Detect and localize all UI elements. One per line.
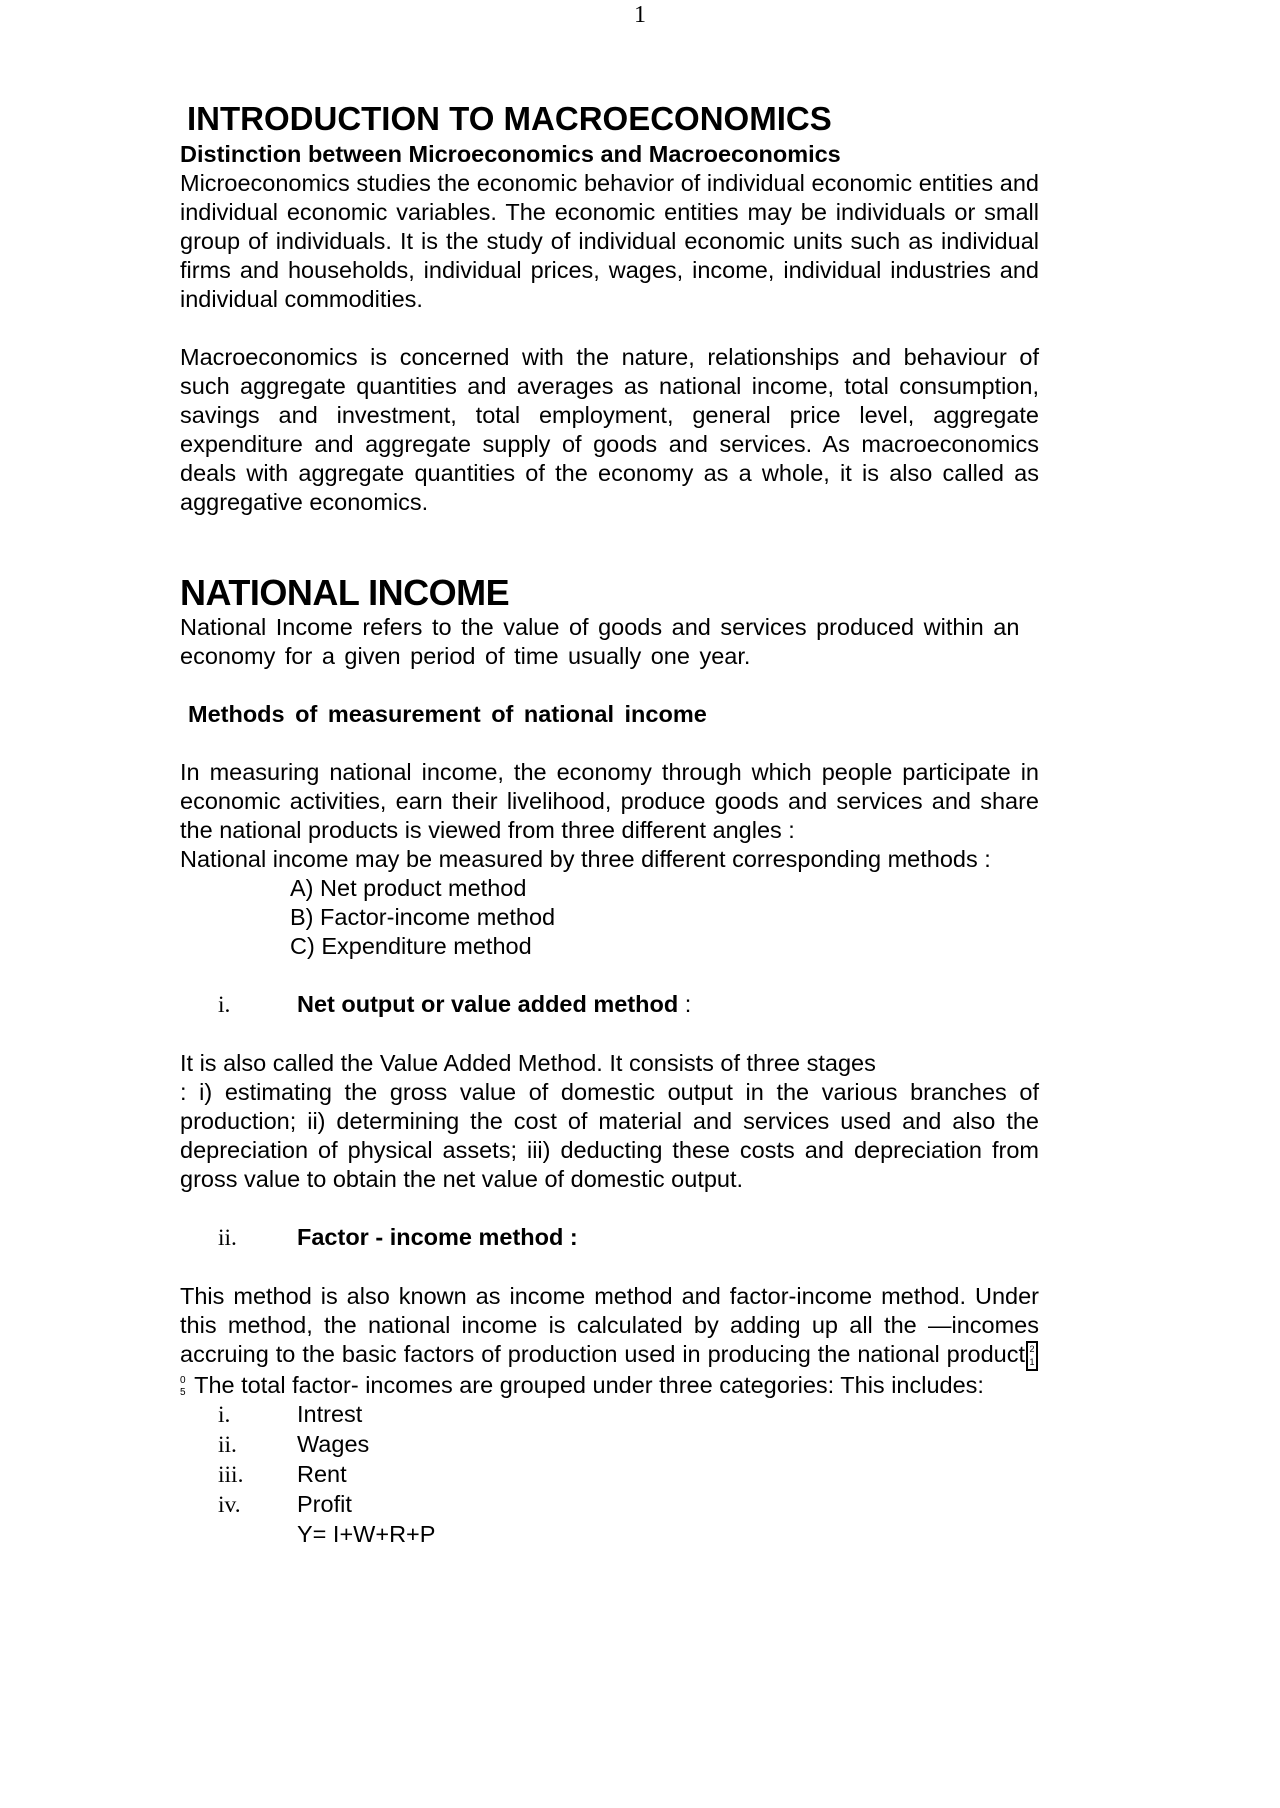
subheading-distinction: Distinction between Microeconomics and Macroeconomics — [180, 141, 841, 167]
paragraph-value-added-intro: It is also called the Value Added Method. It consists of three stages — [180, 1050, 876, 1076]
paragraph-measuring: In measuring national income, the economy through which people participate in economic activities, earn their livelihood, produce goods and services and share the national products is viewed from three different angles : — [180, 759, 1039, 843]
subheading-methods: Methods of measurement of national income — [188, 701, 707, 727]
heading-intro: INTRODUCTION TO MACROECONOMICS — [187, 100, 832, 137]
list-item: ii. Wages — [218, 1430, 370, 1458]
paragraph-factor-income — [180, 1282, 1039, 1400]
section-title: Net output or value added method — [297, 991, 679, 1017]
paragraph-micro: Microeconomics studies the economic behavior of individual economic entities and individual economic variables. The economic entities may be individuals or small group of individuals. It is the study of individual economic units such as individual firms and households, individual prices, wages, income, individual industries and individual commodities. — [180, 170, 1039, 312]
section-numeral: i. — [218, 992, 231, 1018]
factor-income-text-2: The total factor- incomes are grouped under three categories: This includes: — [188, 1371, 984, 1398]
section-ii-heading — [180, 1223, 1039, 1253]
method-item: B) Factor-income method — [290, 904, 556, 930]
paragraph-value-added-stages: : i) estimating the gross value of domestic output in the various branches of production; ii) determining the cost of material and services used and also the depreciation of physical assets; iii) deducting these costs and depreciation from gross value to obtain the net value of domestic output. — [180, 1079, 1039, 1192]
list-item: i. Intrest — [218, 1400, 363, 1428]
method-item: C) Expenditure method — [290, 933, 532, 959]
list-item: iii. Rent — [218, 1460, 347, 1488]
section-title: Factor - income method : — [297, 1224, 578, 1250]
paragraph-ni-definition: National Income refers to the value of goods and services produced within an economy for a given period of time usually one year. — [180, 614, 1020, 669]
formula: Y= I+W+R+P — [297, 1520, 436, 1547]
section-i-heading — [180, 990, 1039, 1020]
methods-list — [290, 874, 1039, 961]
method-item: A) Net product method — [290, 875, 527, 901]
section-suffix: : — [678, 991, 692, 1017]
heading-national-income: NATIONAL INCOME — [180, 572, 510, 613]
list-item: iv. Profit — [218, 1490, 352, 1518]
paragraph-macro: Macroeconomics is concerned with the nature, relationships and behaviour of such aggregate quantities and averages as national income, total consumption, savings and investment, total employment, general price level, aggregate expenditure and aggregate supply of goods and services. As macroeconomics deals with aggregate quantities of the economy as a whole, it is also called as aggregative economics. — [180, 344, 1039, 515]
missing-glyph-digits: 0 5 — [180, 1374, 186, 1398]
income-categories-list — [180, 1400, 1039, 1549]
paragraph-three-methods: National income may be measured by three different corresponding methods : — [180, 846, 991, 872]
missing-glyph-box: 2 1 — [1026, 1341, 1038, 1371]
section-numeral: ii. — [218, 1225, 237, 1251]
factor-income-text-1: This method is also known as income method and factor-income method. Under this method, the national income is calculated by adding up all the ―incomes accruing to the basic factors of production used in producing the national product — [180, 1283, 1039, 1367]
page-number: 1 — [634, 2, 646, 28]
page-content — [180, 100, 1039, 1549]
